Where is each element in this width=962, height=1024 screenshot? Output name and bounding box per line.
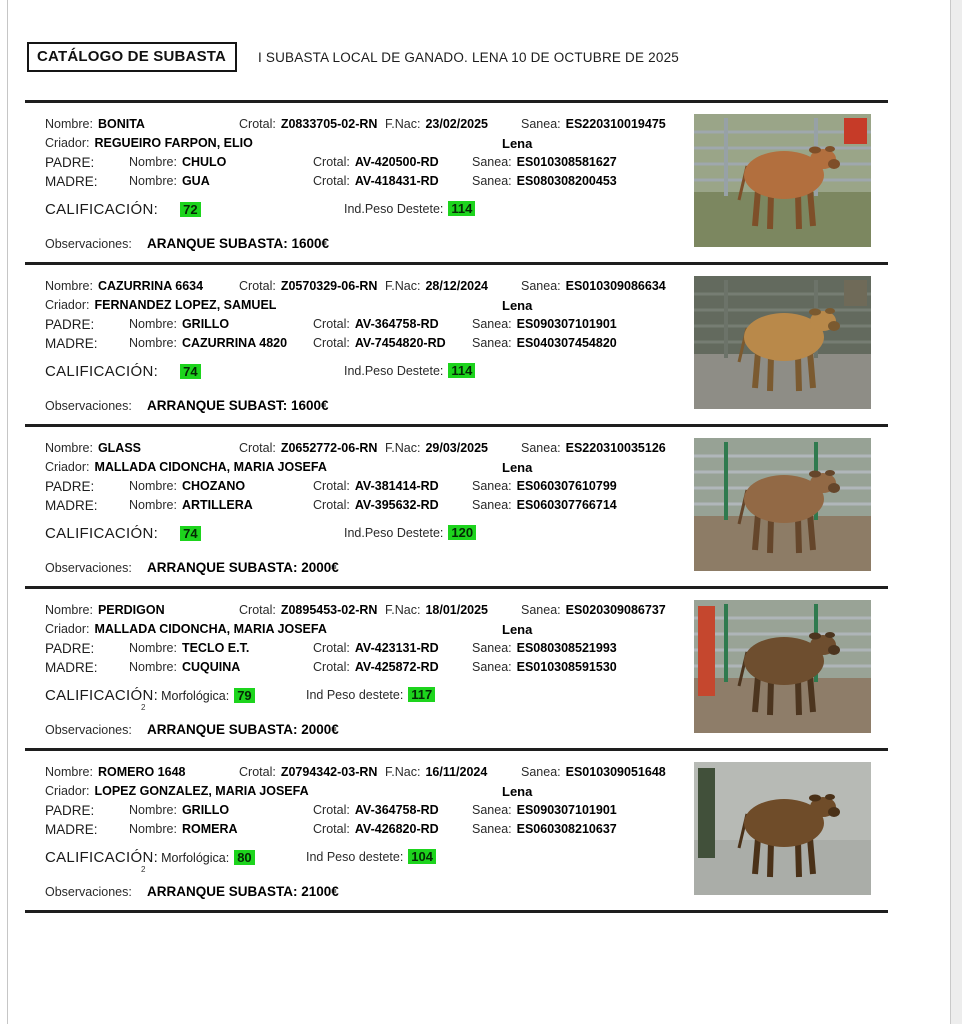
animal-sanea: ES020309086737 bbox=[565, 603, 666, 617]
sire-name: CHOZANO bbox=[181, 479, 246, 493]
qualification-score: 74 bbox=[180, 526, 200, 541]
sire-name: GRILLO bbox=[181, 317, 230, 331]
dam-crotal: AV-7454820-RD bbox=[354, 336, 446, 350]
animal-birthdate: 28/12/2024 bbox=[425, 279, 488, 293]
calificacion-label: CALIFICACIÓN: bbox=[45, 687, 159, 704]
animal-photo-graphic bbox=[694, 114, 871, 247]
starting-price: ARRANQUE SUBASTA: 2000€ bbox=[147, 560, 339, 575]
peso-label: Ind.Peso Destete: bbox=[344, 526, 444, 540]
sire-name: GRILLO bbox=[181, 803, 230, 817]
dam-name-field bbox=[129, 822, 238, 836]
crotal-label: Crotal: bbox=[313, 174, 350, 188]
records-list bbox=[25, 100, 888, 913]
padre-label: PADRE: bbox=[45, 803, 95, 818]
madre-label: MADRE: bbox=[45, 174, 98, 189]
crotal-field bbox=[239, 279, 377, 293]
dam-name: ROMERA bbox=[181, 822, 238, 836]
sire-crotal: AV-381414-RD bbox=[354, 479, 439, 493]
dam-sanea: ES010308591530 bbox=[516, 660, 617, 674]
crotal-label: Crotal: bbox=[239, 279, 276, 293]
nombre-label: Nombre: bbox=[45, 441, 93, 455]
dam-crotal-field bbox=[313, 822, 439, 836]
sanea-label: Sanea: bbox=[472, 336, 512, 350]
animal-name: CAZURRINA 6634 bbox=[97, 279, 204, 293]
sanea-label: Sanea: bbox=[472, 822, 512, 836]
dam-sanea: ES040307454820 bbox=[516, 336, 617, 350]
sanea-field bbox=[521, 603, 666, 617]
madre-label: MADRE: bbox=[45, 498, 98, 513]
birthdate-field bbox=[385, 603, 488, 617]
qualification-field bbox=[45, 525, 201, 542]
weaning-index-field bbox=[306, 849, 436, 864]
sire-crotal-field bbox=[313, 641, 439, 655]
sire-sanea: ES090307101901 bbox=[516, 803, 617, 817]
birthdate-field bbox=[385, 765, 487, 779]
animal-name: ROMERO 1648 bbox=[97, 765, 186, 779]
weaning-index-field bbox=[306, 687, 435, 702]
dam-sanea-field bbox=[472, 822, 617, 836]
nombre-label: Nombre: bbox=[129, 660, 177, 674]
dam-crotal-field bbox=[313, 174, 439, 188]
qualification-field bbox=[45, 849, 255, 874]
event-title: I SUBASTA LOCAL DE GANADO. LENA 10 DE OCTUBRE DE 2025 bbox=[258, 50, 679, 65]
weaning-index-field bbox=[344, 525, 476, 540]
fnac-label: F.Nac: bbox=[385, 603, 421, 617]
sire-crotal: AV-364758-RD bbox=[354, 317, 439, 331]
name-field bbox=[45, 441, 141, 455]
page-left-edge bbox=[7, 0, 8, 1024]
dam-crotal-field bbox=[313, 336, 446, 350]
page-right-edge bbox=[950, 0, 951, 1024]
catalog-record bbox=[25, 586, 888, 748]
breeder-name: FERNANDEZ LOPEZ, SAMUEL bbox=[94, 298, 277, 312]
catalog-record bbox=[25, 424, 888, 586]
breeder-name: MALLADA CIDONCHA, MARIA JOSEFA bbox=[94, 622, 327, 636]
nombre-label: Nombre: bbox=[45, 765, 93, 779]
sire-name-field bbox=[129, 641, 249, 655]
breeder-name: MALLADA CIDONCHA, MARIA JOSEFA bbox=[94, 460, 327, 474]
dam-crotal: AV-418431-RD bbox=[354, 174, 439, 188]
sire-crotal: AV-420500-RD bbox=[354, 155, 439, 169]
weaning-index-value: 120 bbox=[448, 525, 476, 540]
peso-label: Ind.Peso Destete: bbox=[344, 364, 444, 378]
fnac-label: F.Nac: bbox=[385, 117, 421, 131]
dam-name: GUA bbox=[181, 174, 210, 188]
sire-sanea: ES010308581627 bbox=[516, 155, 617, 169]
sanea-label: Sanea: bbox=[521, 279, 561, 293]
catalog-record bbox=[25, 748, 888, 910]
animal-sanea: ES220310019475 bbox=[565, 117, 666, 131]
sire-sanea-field bbox=[472, 641, 617, 655]
observaciones-label: Observaciones: bbox=[45, 399, 132, 413]
crotal-label: Crotal: bbox=[239, 117, 276, 131]
dam-sanea-field bbox=[472, 336, 617, 350]
animal-photo bbox=[694, 762, 871, 895]
calificacion-subscript: 2 bbox=[141, 703, 146, 712]
animal-crotal: Z0833705-02-RN bbox=[280, 117, 378, 131]
observaciones-label: Observaciones: bbox=[45, 561, 132, 575]
sanea-label: Sanea: bbox=[472, 803, 512, 817]
qualification-score: 80 bbox=[234, 850, 254, 865]
locality: Lena bbox=[502, 298, 533, 313]
sire-crotal-field bbox=[313, 155, 439, 169]
dam-sanea: ES060308210637 bbox=[516, 822, 617, 836]
animal-photo bbox=[694, 276, 871, 409]
sire-crotal: AV-364758-RD bbox=[354, 803, 439, 817]
weaning-index-value: 104 bbox=[408, 849, 436, 864]
sire-sanea: ES060307610799 bbox=[516, 479, 617, 493]
peso-label: Ind.Peso Destete: bbox=[344, 202, 444, 216]
locality: Lena bbox=[502, 136, 533, 151]
qualification-score: 72 bbox=[180, 202, 200, 217]
animal-crotal: Z0652772-06-RN bbox=[280, 441, 378, 455]
criador-label: Criador: bbox=[45, 784, 90, 798]
nombre-label: Nombre: bbox=[45, 279, 93, 293]
dam-name-field bbox=[129, 660, 240, 674]
dam-crotal-field bbox=[313, 498, 439, 512]
animal-photo-graphic bbox=[694, 762, 871, 895]
weaning-index-value: 114 bbox=[448, 363, 475, 378]
crotal-field bbox=[239, 117, 377, 131]
sanea-label: Sanea: bbox=[472, 641, 512, 655]
crotal-field bbox=[239, 765, 377, 779]
animal-sanea: ES220310035126 bbox=[565, 441, 666, 455]
crotal-label: Crotal: bbox=[313, 498, 350, 512]
sire-name-field bbox=[129, 479, 245, 493]
calificacion-label: CALIFICACIÓN: bbox=[45, 525, 159, 542]
animal-birthdate: 16/11/2024 bbox=[425, 765, 488, 779]
breeder-field bbox=[45, 460, 327, 474]
sanea-field bbox=[521, 117, 666, 131]
crotal-label: Crotal: bbox=[313, 660, 350, 674]
sanea-label: Sanea: bbox=[521, 603, 561, 617]
sanea-label: Sanea: bbox=[472, 479, 512, 493]
madre-label: MADRE: bbox=[45, 822, 98, 837]
padre-label: PADRE: bbox=[45, 317, 95, 332]
qualification-field bbox=[45, 687, 255, 712]
nombre-label: Nombre: bbox=[129, 174, 177, 188]
sanea-field bbox=[521, 765, 666, 779]
observaciones-label: Observaciones: bbox=[45, 237, 132, 251]
nombre-label: Nombre: bbox=[45, 117, 93, 131]
weaning-index-value: 114 bbox=[448, 201, 475, 216]
observaciones-label: Observaciones: bbox=[45, 885, 132, 899]
animal-name: BONITA bbox=[97, 117, 145, 131]
criador-label: Criador: bbox=[45, 460, 90, 474]
animal-sanea: ES010309086634 bbox=[565, 279, 666, 293]
dam-sanea-field bbox=[472, 498, 617, 512]
sire-crotal-field bbox=[313, 803, 439, 817]
sire-crotal-field bbox=[313, 479, 439, 493]
breeder-field bbox=[45, 136, 253, 150]
calificacion-label: CALIFICACIÓN: bbox=[45, 363, 159, 380]
animal-photo bbox=[694, 114, 871, 247]
sire-sanea-field bbox=[472, 317, 617, 331]
sire-sanea-field bbox=[472, 479, 617, 493]
nombre-label: Nombre: bbox=[129, 803, 177, 817]
nombre-label: Nombre: bbox=[129, 641, 177, 655]
padre-label: PADRE: bbox=[45, 479, 95, 494]
animal-birthdate: 23/02/2025 bbox=[425, 117, 488, 131]
catalog-title: CATÁLOGO DE SUBASTA bbox=[37, 48, 227, 65]
peso-label: Ind Peso destete: bbox=[306, 850, 404, 864]
animal-photo-graphic bbox=[694, 438, 871, 571]
sanea-label: Sanea: bbox=[472, 317, 512, 331]
sanea-label: Sanea: bbox=[521, 765, 561, 779]
dam-name-field bbox=[129, 336, 287, 350]
dam-sanea: ES080308200453 bbox=[516, 174, 617, 188]
sire-name-field bbox=[129, 317, 229, 331]
crotal-label: Crotal: bbox=[239, 441, 276, 455]
catalog-record bbox=[25, 100, 888, 262]
qualification-score: 79 bbox=[234, 688, 254, 703]
breeder-name: LOPEZ GONZALEZ, MARIA JOSEFA bbox=[94, 784, 309, 798]
dam-crotal: AV-425872-RD bbox=[354, 660, 439, 674]
breeder-name: REGUEIRO FARPON, ELIO bbox=[94, 136, 253, 150]
crotal-label: Crotal: bbox=[313, 803, 350, 817]
dam-crotal: AV-426820-RD bbox=[354, 822, 439, 836]
page-right-margin bbox=[951, 0, 962, 1024]
birthdate-field bbox=[385, 441, 488, 455]
sanea-label: Sanea: bbox=[472, 174, 512, 188]
sanea-label: Sanea: bbox=[472, 155, 512, 169]
crotal-label: Crotal: bbox=[313, 317, 350, 331]
nombre-label: Nombre: bbox=[45, 603, 93, 617]
dam-sanea-field bbox=[472, 174, 617, 188]
peso-label: Ind Peso destete: bbox=[306, 688, 404, 702]
padre-label: PADRE: bbox=[45, 641, 95, 656]
sire-sanea: ES090307101901 bbox=[516, 317, 617, 331]
weaning-index-value: 117 bbox=[408, 687, 435, 702]
sire-name: TECLO E.T. bbox=[181, 641, 250, 655]
birthdate-field bbox=[385, 279, 488, 293]
crotal-field bbox=[239, 603, 377, 617]
animal-photo-graphic bbox=[694, 276, 871, 409]
crotal-label: Crotal: bbox=[313, 822, 350, 836]
crotal-label: Crotal: bbox=[313, 336, 350, 350]
qualification-field bbox=[45, 363, 201, 380]
nombre-label: Nombre: bbox=[129, 336, 177, 350]
animal-crotal: Z0570329-06-RN bbox=[280, 279, 378, 293]
catalog-title-box bbox=[27, 42, 237, 72]
name-field bbox=[45, 765, 185, 779]
nombre-label: Nombre: bbox=[129, 317, 177, 331]
madre-label: MADRE: bbox=[45, 660, 98, 675]
criador-label: Criador: bbox=[45, 136, 90, 150]
criador-label: Criador: bbox=[45, 298, 90, 312]
sanea-label: Sanea: bbox=[521, 117, 561, 131]
dam-name-field bbox=[129, 174, 210, 188]
fnac-label: F.Nac: bbox=[385, 441, 421, 455]
animal-name: GLASS bbox=[97, 441, 141, 455]
sanea-label: Sanea: bbox=[472, 660, 512, 674]
sire-sanea-field bbox=[472, 803, 617, 817]
starting-price: ARRANQUE SUBASTA: 2000€ bbox=[147, 722, 339, 737]
animal-photo-graphic bbox=[694, 600, 871, 733]
dam-name: CAZURRINA 4820 bbox=[181, 336, 288, 350]
sire-sanea: ES080308521993 bbox=[516, 641, 617, 655]
dam-name-field bbox=[129, 498, 253, 512]
animal-birthdate: 29/03/2025 bbox=[425, 441, 488, 455]
sanea-label: Sanea: bbox=[521, 441, 561, 455]
name-field bbox=[45, 279, 203, 293]
sanea-label: Sanea: bbox=[472, 498, 512, 512]
observaciones-label: Observaciones: bbox=[45, 723, 132, 737]
dam-name: ARTILLERA bbox=[181, 498, 253, 512]
fnac-label: F.Nac: bbox=[385, 279, 421, 293]
sire-name: CHULO bbox=[181, 155, 227, 169]
animal-sanea: ES010309051648 bbox=[565, 765, 666, 779]
sire-name-field bbox=[129, 155, 226, 169]
calificacion-label: CALIFICACIÓN: bbox=[45, 201, 159, 218]
name-field bbox=[45, 603, 165, 617]
sire-crotal: AV-423131-RD bbox=[354, 641, 439, 655]
crotal-field bbox=[239, 441, 377, 455]
sanea-field bbox=[521, 441, 666, 455]
animal-crotal: Z0794342-03-RN bbox=[280, 765, 378, 779]
calificacion-label: CALIFICACIÓN: bbox=[45, 849, 159, 866]
dam-sanea-field bbox=[472, 660, 617, 674]
breeder-field bbox=[45, 298, 276, 312]
animal-birthdate: 18/01/2025 bbox=[425, 603, 488, 617]
nombre-label: Nombre: bbox=[129, 155, 177, 169]
sire-name-field bbox=[129, 803, 229, 817]
locality: Lena bbox=[502, 622, 533, 637]
crotal-label: Crotal: bbox=[313, 155, 350, 169]
crotal-label: Crotal: bbox=[313, 641, 350, 655]
sire-crotal-field bbox=[313, 317, 439, 331]
locality: Lena bbox=[502, 784, 533, 799]
madre-label: MADRE: bbox=[45, 336, 98, 351]
weaning-index-field bbox=[344, 363, 475, 378]
locality: Lena bbox=[502, 460, 533, 475]
morfologica-label: Morfológica: bbox=[161, 851, 230, 865]
nombre-label: Nombre: bbox=[129, 498, 177, 512]
dam-name: CUQUINA bbox=[181, 660, 241, 674]
animal-crotal: Z0895453-02-RN bbox=[280, 603, 378, 617]
dam-crotal: AV-395632-RD bbox=[354, 498, 439, 512]
animal-name: PERDIGON bbox=[97, 603, 165, 617]
weaning-index-field bbox=[344, 201, 475, 216]
animal-photo bbox=[694, 438, 871, 571]
breeder-field bbox=[45, 784, 309, 798]
starting-price: ARRANQUE SUBASTA: 2100€ bbox=[147, 884, 339, 899]
dam-crotal-field bbox=[313, 660, 439, 674]
name-field bbox=[45, 117, 145, 131]
crotal-label: Crotal: bbox=[313, 479, 350, 493]
sire-sanea-field bbox=[472, 155, 617, 169]
crotal-label: Crotal: bbox=[239, 603, 276, 617]
padre-label: PADRE: bbox=[45, 155, 95, 170]
qualification-score: 74 bbox=[180, 364, 200, 379]
criador-label: Criador: bbox=[45, 622, 90, 636]
morfologica-label: Morfológica: bbox=[161, 689, 230, 703]
catalog-record bbox=[25, 262, 888, 424]
starting-price: ARRANQUE SUBAST: 1600€ bbox=[147, 398, 329, 413]
breeder-field bbox=[45, 622, 327, 636]
fnac-label: F.Nac: bbox=[385, 765, 421, 779]
nombre-label: Nombre: bbox=[129, 822, 177, 836]
birthdate-field bbox=[385, 117, 488, 131]
dam-sanea: ES060307766714 bbox=[516, 498, 617, 512]
sanea-field bbox=[521, 279, 666, 293]
calificacion-subscript: 2 bbox=[141, 865, 146, 874]
qualification-field bbox=[45, 201, 201, 218]
animal-photo bbox=[694, 600, 871, 733]
starting-price: ARANQUE SUBASTA: 1600€ bbox=[147, 236, 330, 251]
nombre-label: Nombre: bbox=[129, 479, 177, 493]
crotal-label: Crotal: bbox=[239, 765, 276, 779]
